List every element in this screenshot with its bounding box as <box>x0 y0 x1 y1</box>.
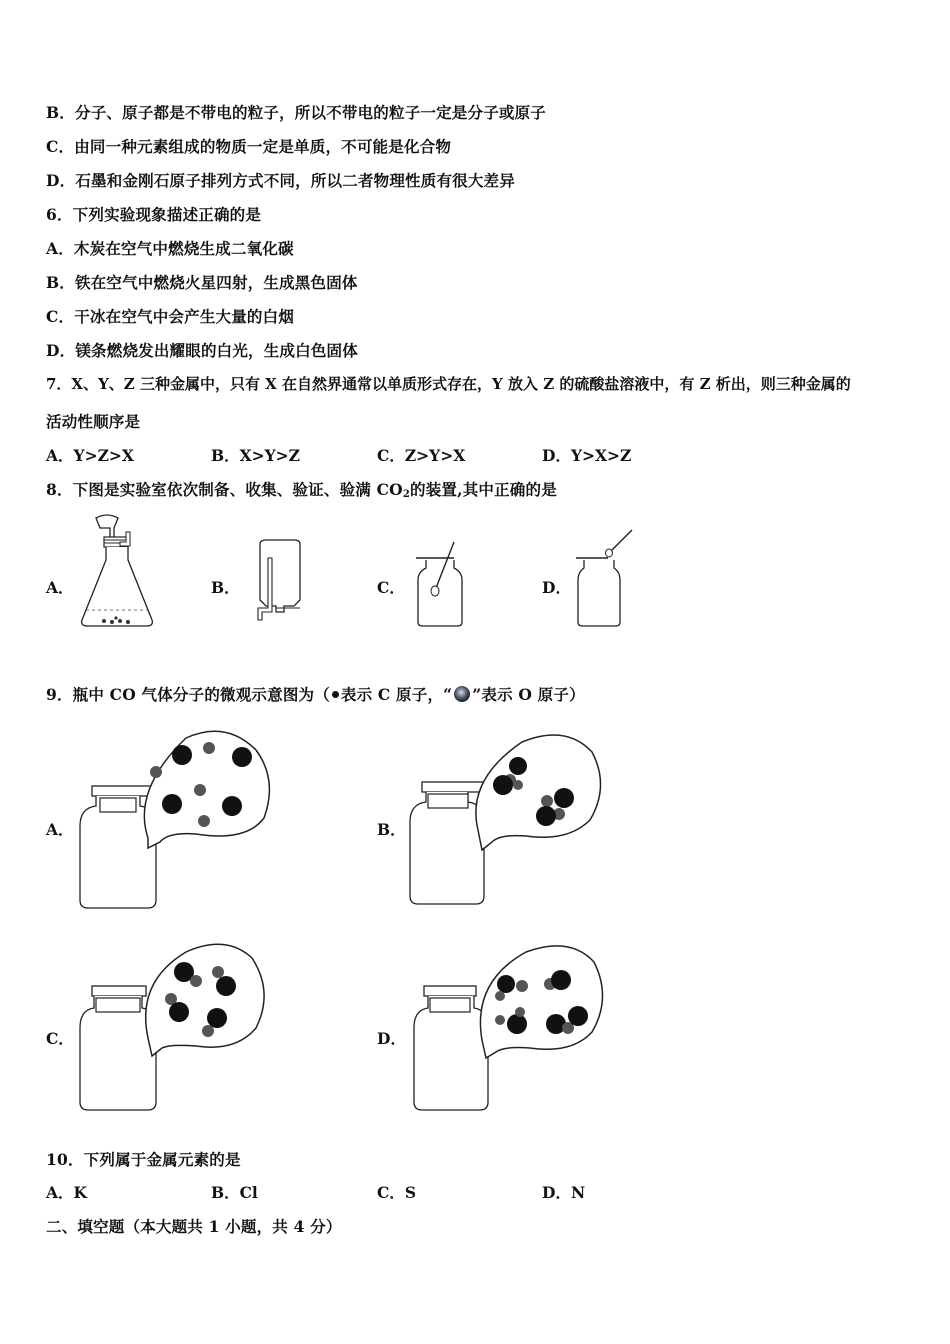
q10-option-c: C．S <box>377 1183 417 1202</box>
q6-option-a: A．木炭在空气中燃烧生成二氧化碳 <box>46 239 294 258</box>
q7-stem-line1: 7．X、Y、Z 三种金属中，只有 X 在自然界通常以单质形式存在，Y 放入 Z 的硫酸盐溶液中，有 Z 析出，则三种金属的 <box>46 375 851 393</box>
q10-option-a: A．K <box>46 1183 87 1202</box>
q10-stem: 10．下列属于金属元素的是 <box>46 1150 241 1169</box>
q9-diagram-a <box>76 730 276 912</box>
q10-option-b: B．Cl <box>211 1183 258 1202</box>
q9-label-a: A． <box>46 820 74 839</box>
q8-stem: 8．下图是实验室依次制备、收集、验证、验满 $CO_2$的装置,其中正确的是 <box>46 480 557 500</box>
q8-apparatus-b-bottle <box>254 540 314 626</box>
q6-option-c: C．干冰在空气中会产生大量的白烟 <box>46 307 295 326</box>
q7-option-a: A．Y>Z>X <box>46 446 134 465</box>
q10-option-d: D．N <box>542 1183 586 1202</box>
q7-option-d: D．Y>X>Z <box>542 446 632 465</box>
oxygen-atom-icon <box>454 686 470 702</box>
q9-diagram-c <box>76 942 276 1114</box>
q8-apparatus-d-bottle <box>574 528 638 628</box>
q9-diagram-d <box>408 942 608 1114</box>
q5-option-b: B．分子、原子都是不带电的粒子，所以不带电的粒子一定是分子或原子 <box>46 103 547 122</box>
q8-label-b: B． <box>211 578 240 597</box>
q6-option-b: B．铁在空气中燃烧火星四射，生成黑色固体 <box>46 273 358 292</box>
q8-label-c: C． <box>377 578 405 597</box>
q9-stem: 9．瓶中 CO 气体分子的微观示意图为（ 表示 C 原子，“ ”表示 O 原子） <box>46 685 585 704</box>
q5-option-d: D．石墨和金刚石原子排列方式不同，所以二者物理性质有很大差异 <box>46 171 515 190</box>
q7-option-c: C．Z>Y>X <box>377 446 466 465</box>
q9-label-d: D． <box>377 1029 406 1048</box>
q8-label-d: D． <box>542 578 571 597</box>
q8-apparatus-a-flask <box>74 512 164 632</box>
q7-option-b: B．X>Y>Z <box>211 446 300 465</box>
q7-stem-line2: 活动性顺序是 <box>46 412 141 431</box>
section-2-heading: 二、填空题（本大题共 1 小题，共 4 分） <box>46 1217 342 1236</box>
q9-diagram-b <box>406 730 606 912</box>
q6-option-d: D．镁条燃烧发出耀眼的白光，生成白色固体 <box>46 341 358 360</box>
q9-label-c: C． <box>46 1029 74 1048</box>
carbon-atom-dot-icon <box>332 691 339 698</box>
q8-apparatus-c-bottle <box>414 538 470 628</box>
q6-stem: 6．下列实验现象描述正确的是 <box>46 205 262 224</box>
q8-label-a: A． <box>46 578 74 597</box>
q5-option-c: C．由同一种元素组成的物质一定是单质，不可能是化合物 <box>46 137 452 156</box>
q9-label-b: B． <box>377 820 406 839</box>
